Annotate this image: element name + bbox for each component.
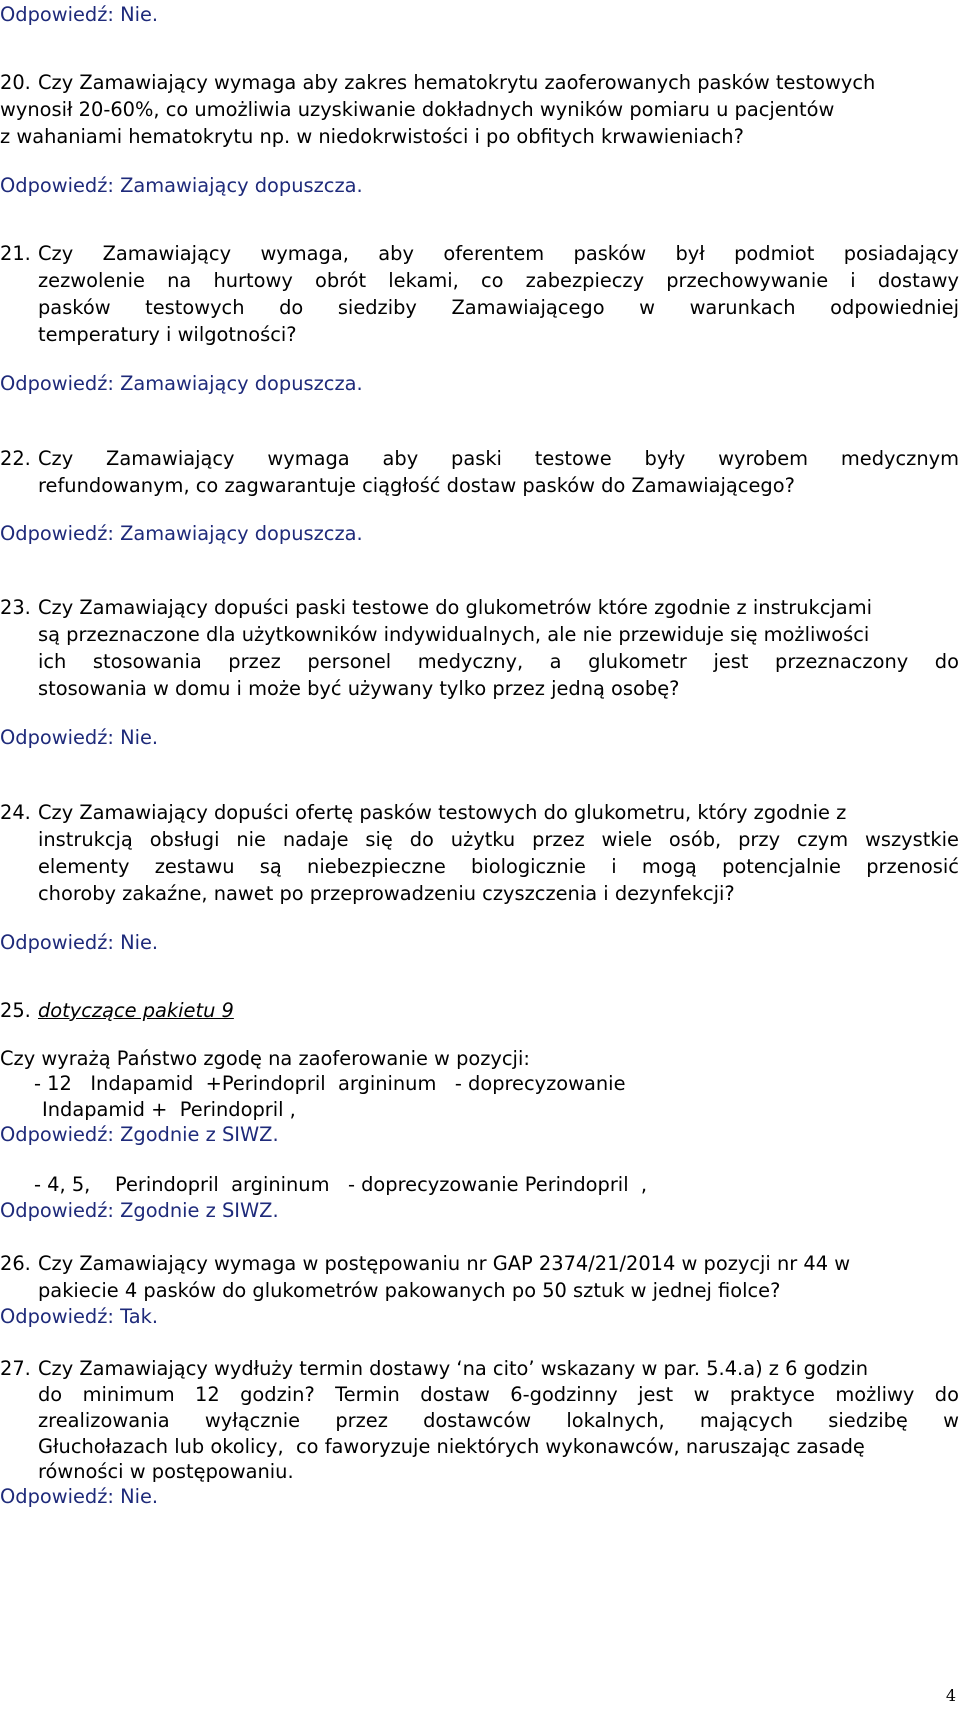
word: mających (699, 1409, 794, 1432)
word: wyłącznie (204, 1409, 301, 1432)
question-text: równości w postępowaniu. (38, 1460, 294, 1483)
word: zabezpieczy (525, 269, 645, 292)
word: osób, (668, 828, 722, 851)
word: użytku (450, 828, 516, 851)
question-text (38, 827, 959, 853)
question-text: temperatury i wilgotności? (38, 323, 297, 346)
word: był (675, 242, 705, 265)
word: do (38, 1383, 63, 1406)
word: ich (38, 650, 67, 673)
word: Zamawiający (106, 447, 235, 470)
question-text (38, 268, 959, 294)
word: medyczny, (417, 650, 524, 673)
word: paski (451, 447, 502, 470)
word: nie (236, 828, 266, 851)
word: i (850, 269, 856, 292)
word: się (365, 828, 393, 851)
word: Termin (335, 1383, 400, 1406)
word: medycznym (840, 447, 959, 470)
question-text: stosowania w domu i może być używany tylko przez jedną osobę? (38, 677, 680, 700)
word: hurtowy (213, 269, 293, 292)
word: wiele (601, 828, 653, 851)
question-text (38, 1382, 959, 1408)
word: elementy (38, 855, 130, 878)
question-text: Czy Zamawiający wymaga aby zakres hematokrytu zaoferowanych pasków testowych (38, 71, 876, 94)
word: glukometr (588, 650, 687, 673)
word: minimum (82, 1383, 175, 1406)
question-number: 23. (0, 596, 31, 619)
answer-text: Odpowiedź: Zamawiający dopuszcza. (0, 174, 363, 197)
page-number: 4 (945, 1686, 956, 1705)
word: warunkach (689, 296, 796, 319)
question-text: wynosił 20-60%, co umożliwia uzyskiwanie dokładnych wyników pomiaru u pacjentów (0, 98, 835, 121)
list-item: Indapamid + Perindopril , (42, 1098, 296, 1121)
word: Zamawiający (102, 242, 232, 265)
word: przenosić (866, 855, 959, 878)
question-text: choroby zakaźne, nawet po przeprowadzeniu czyszczenia i dezynfekcji? (38, 882, 735, 905)
question-text (38, 295, 959, 321)
answer-text: Odpowiedź: Zgodnie z SIWZ. (0, 1199, 279, 1222)
question-number: 20. (0, 71, 31, 94)
word: mogą (641, 855, 697, 878)
word: wymaga, (260, 242, 349, 265)
word: przechowywanie (666, 269, 829, 292)
word: do (934, 650, 959, 673)
question-text (38, 446, 959, 472)
answer-text: Odpowiedź: Zamawiający dopuszcza. (0, 372, 363, 395)
question-number: 21. (0, 242, 31, 265)
question-text: Czy wyrażą Państwo zgodę na zaoferowanie w pozycji: (0, 1047, 530, 1070)
word: obrót (314, 269, 367, 292)
question-number: 25. (0, 999, 31, 1022)
question-text: Czy Zamawiający wydłuży termin dostawy ‘na cito’ wskazany w par. 5.4.a) z 6 godzin (38, 1357, 868, 1380)
list-item: - 4, 5, Perindopril argininum - doprecyzowanie Perindopril , (34, 1173, 648, 1196)
word: testowych (145, 296, 245, 319)
word: podmiot (734, 242, 815, 265)
question-number: 27. (0, 1357, 31, 1380)
section-heading: dotyczące pakietu 9 (38, 999, 234, 1022)
question-text: refundowanym, co zagwarantuje ciągłość dostaw pasków do Zamawiającego? (38, 474, 795, 497)
word: pasków (38, 296, 111, 319)
word: aby (378, 242, 414, 265)
word: niebezpieczne (307, 855, 446, 878)
word: praktyce (729, 1383, 815, 1406)
word: do (934, 1383, 959, 1406)
word: 6-godzinny (510, 1383, 618, 1406)
word: biologicznie (471, 855, 586, 878)
word: Zamawiającego (451, 296, 605, 319)
word: co (480, 269, 504, 292)
question-text: Czy Zamawiający wymaga w postępowaniu nr GAP 2374/21/2014 w pozycji nr 44 w (38, 1252, 851, 1275)
question-number: 22. (0, 447, 31, 470)
word: przez (335, 1409, 388, 1432)
word: lokalnych, (566, 1409, 665, 1432)
word: instrukcją (38, 828, 133, 851)
question-text (38, 854, 959, 880)
word: siedziby (337, 296, 417, 319)
word: w (943, 1409, 959, 1432)
answer-19: Odpowiedź: Nie. (0, 3, 159, 26)
question-text (38, 241, 959, 267)
word: dostaw (420, 1383, 490, 1406)
answer-text: Odpowiedź: Tak. (0, 1305, 159, 1328)
word: były (644, 447, 686, 470)
question-text: Głuchołazach lub okolicy, co faworyzuje niektórych wykonawców, naruszając zasadę (38, 1435, 865, 1458)
question-text (38, 1408, 959, 1434)
word: odpowiedniej (830, 296, 959, 319)
answer-text: Odpowiedź: Zamawiający dopuszcza. (0, 522, 363, 545)
word: stosowania (92, 650, 202, 673)
question-text: pakiecie 4 pasków do glukometrów pakowanych po 50 sztuk w jednej fiolce? (38, 1279, 781, 1302)
word: możliwy (835, 1383, 915, 1406)
list-item: - 12 Indapamid +Perindopril argininum - doprecyzowanie (34, 1072, 626, 1095)
word: zestawu (154, 855, 235, 878)
word: dostawców (423, 1409, 532, 1432)
word: lekami, (388, 269, 459, 292)
word: przy (738, 828, 781, 851)
word: do (409, 828, 434, 851)
word: i (611, 855, 617, 878)
word: posiadający (843, 242, 959, 265)
word: czym (796, 828, 849, 851)
word: jest (638, 1383, 674, 1406)
word: wyrobem (718, 447, 809, 470)
word: są (259, 855, 282, 878)
answer-text: Odpowiedź: Nie. (0, 1485, 159, 1508)
word: pasków (573, 242, 647, 265)
word: personel (307, 650, 392, 673)
answer-text: Odpowiedź: Nie. (0, 726, 159, 749)
question-text: z wahaniami hematokrytu np. w niedokrwistości i po obfitych krwawieniach? (0, 125, 744, 148)
word: zezwolenie (38, 269, 145, 292)
word: testowe (534, 447, 612, 470)
word: potencjalnie (722, 855, 841, 878)
word: 12 (195, 1383, 220, 1406)
answer-text: Odpowiedź: Nie. (0, 931, 159, 954)
word: zrealizowania (38, 1409, 170, 1432)
word: aby (382, 447, 419, 470)
word: w (639, 296, 655, 319)
word: a (549, 650, 562, 673)
word: do (279, 296, 304, 319)
word: nadaje (282, 828, 349, 851)
answer-text: Odpowiedź: Zgodnie z SIWZ. (0, 1123, 279, 1146)
word: siedzibę (828, 1409, 908, 1432)
word: jest (713, 650, 749, 673)
question-text (38, 649, 959, 675)
word: godzin? (240, 1383, 315, 1406)
word: Czy (38, 447, 74, 470)
word: przez (228, 650, 281, 673)
question-number: 26. (0, 1252, 31, 1275)
word: w (693, 1383, 710, 1406)
word: przeznaczony (775, 650, 909, 673)
word: Czy (38, 242, 74, 265)
word: oferentem (443, 242, 545, 265)
word: przez (532, 828, 585, 851)
word: dostawy (877, 269, 959, 292)
word: obsługi (149, 828, 220, 851)
question-text: są przeznaczone dla użytkowników indywidualnych, ale nie przewiduje się możliwości (38, 623, 870, 646)
word: wszystkie (865, 828, 959, 851)
question-text: Czy Zamawiający dopuści paski testowe do glukometrów które zgodnie z instrukcjami (38, 596, 872, 619)
question-text: Czy Zamawiający dopuści ofertę pasków testowych do glukometru, który zgodnie z (38, 801, 847, 824)
word: na (167, 269, 192, 292)
question-number: 24. (0, 801, 31, 824)
word: wymaga (267, 447, 350, 470)
